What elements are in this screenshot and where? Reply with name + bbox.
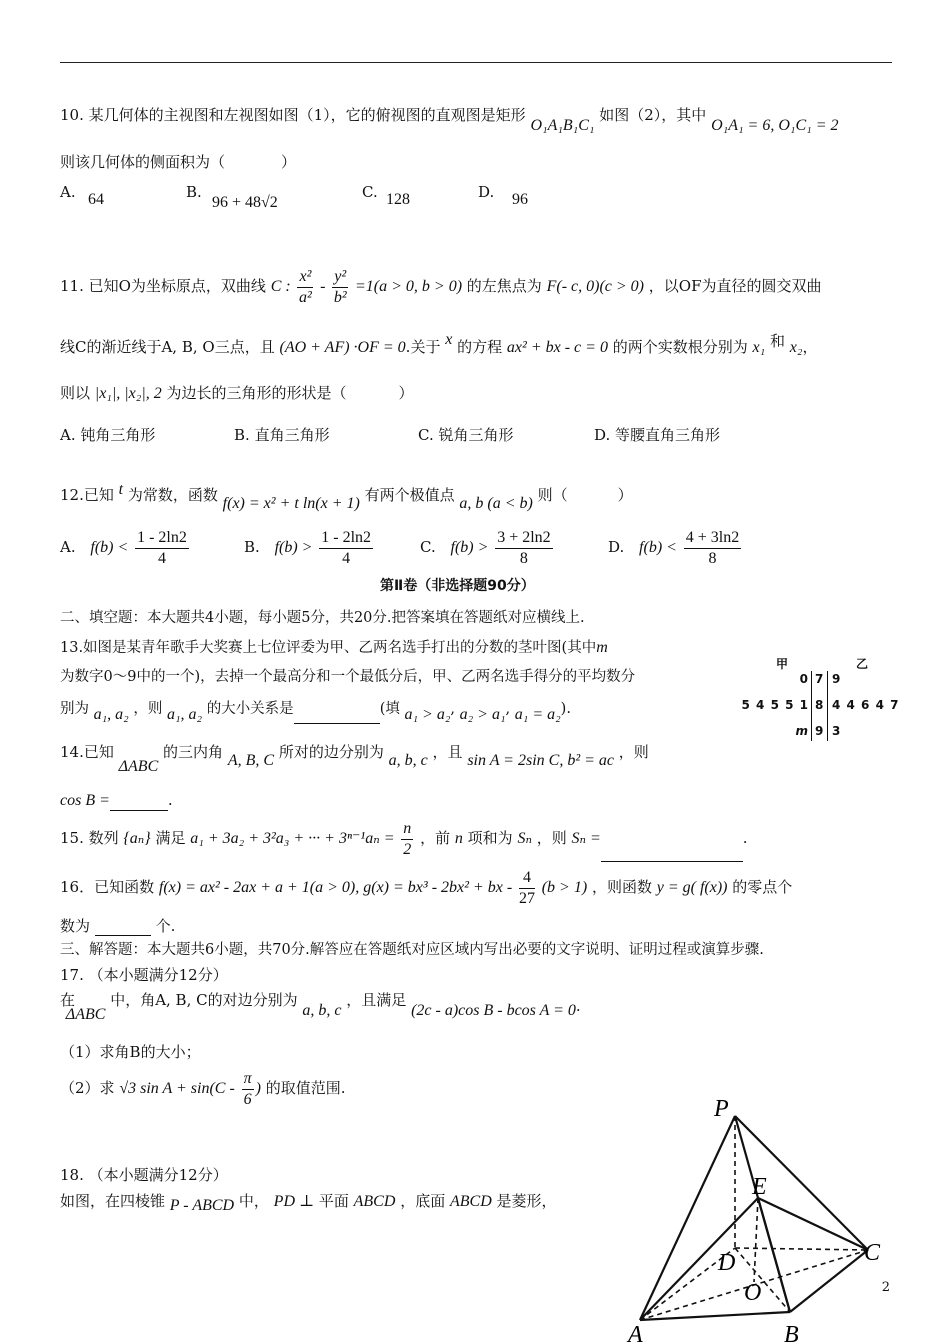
edge-EB xyxy=(758,1198,790,1312)
q12-option xyxy=(60,525,191,569)
q16-line2 xyxy=(60,916,175,936)
q15-text5: ，则 xyxy=(536,829,567,847)
q13-text3: 别为 xyxy=(60,701,89,717)
q12-option-lhs: f(b) < xyxy=(90,539,129,556)
q10-cond: O₁A₁ = 6, O₁C₁ = 2 xyxy=(711,117,839,134)
frac-num: 1 - 2ln2 xyxy=(319,528,373,549)
q16-text5: 个. xyxy=(155,917,176,935)
q17-text3: ，且满足 xyxy=(346,991,407,1009)
q13-choice1: a₁ > a₂ xyxy=(404,706,451,723)
q17-part2-text: （2）求 xyxy=(60,1079,115,1097)
q10-option-value: 96 xyxy=(512,191,528,208)
q14-text4: ，且 xyxy=(432,743,463,761)
q10-option-value: 128 xyxy=(386,191,410,208)
q12-option-lhs: f(b) < xyxy=(639,539,677,556)
q13-text3b: ，则 xyxy=(133,701,163,717)
stemleaf-stem: 7 xyxy=(815,672,824,686)
q11-option-value: 等腰直角三角形 xyxy=(615,426,721,444)
q11-line2 xyxy=(60,330,817,364)
page-number: 2 xyxy=(881,1280,890,1295)
q14-text2: 的三内角 xyxy=(163,743,224,761)
q11-sides: |x₁|, |x₂|, 2 xyxy=(94,385,162,402)
q13-choice3: a₁ = a₂ xyxy=(514,706,561,723)
q10-text2: 如图（2），其中 xyxy=(599,106,707,124)
frac-den: 4 xyxy=(342,549,351,567)
q18-text5: 是菱形， xyxy=(496,1192,557,1210)
q18-perp: PD ⊥ xyxy=(273,1193,315,1210)
q14-line2 xyxy=(60,790,173,811)
q14-text: 14.已知 xyxy=(60,743,114,761)
frac-den: 6 xyxy=(243,1090,252,1108)
q13-line3: 别为 a₁, a₂ ，则 a₁, a₂ 的大小关系是 (填 a₁ > a₂, a₂ > a₁, a₁ = a₂). xyxy=(60,701,571,723)
q11-comma: ， xyxy=(802,338,818,356)
frac-num: y² xyxy=(332,267,348,288)
q11-and: 和 xyxy=(769,332,785,350)
q10-line2 xyxy=(60,152,296,172)
label-C: C xyxy=(864,1240,881,1266)
q14-end: . xyxy=(167,791,173,809)
edge-EC xyxy=(758,1198,868,1250)
q12-option-frac xyxy=(135,528,189,569)
frac-den: 27 xyxy=(518,889,535,907)
q10-option-label: A. xyxy=(60,183,76,201)
q15-text: 15. 数列 xyxy=(60,829,119,847)
q15-sequence: {aₙ} xyxy=(123,830,151,847)
part2-title: 第Ⅱ卷（非选择题90分） xyxy=(380,578,535,594)
q10-question: 则该几何体的侧面积为（ xyxy=(60,153,226,171)
q11-text8: 则以 xyxy=(60,384,91,402)
label-O: O xyxy=(744,1280,762,1306)
frac-num: 3 + 2ln2 xyxy=(495,528,552,549)
frac-den: 2 xyxy=(403,840,412,858)
q11-option-label: D. xyxy=(594,426,611,444)
q17-title: 17. （本小题满分12分） xyxy=(60,966,228,984)
q16-text3: 的零点个 xyxy=(732,878,793,896)
q12-option-frac xyxy=(319,528,373,569)
q12-option xyxy=(420,525,555,569)
q12-line1 xyxy=(60,478,633,512)
frac-num: n xyxy=(401,819,413,840)
q10-text: 10. 某几何体的主视图和左视图如图（1），它的俯视图的直观图是矩形 xyxy=(60,106,526,124)
q13-line1 xyxy=(60,638,608,658)
q12-text2: 为常数，函数 xyxy=(127,486,218,504)
q14-text5: ，则 xyxy=(618,743,649,761)
q14-text3: 所对的边分别为 xyxy=(278,743,384,761)
q13-choice2: a₂ > a₁ xyxy=(459,706,506,723)
pyramid-figure xyxy=(620,1090,910,1344)
q18-title: 18. （本小题满分12分） xyxy=(60,1166,228,1184)
q15-frac xyxy=(401,819,413,860)
q10-option-label: C. xyxy=(362,183,378,201)
q14-sides: a, b, c xyxy=(388,752,428,769)
q12-option-label: A. xyxy=(60,538,76,556)
q15-expression: a₁ + 3a₂ + 3²a₃ + ··· + 3ⁿ⁻¹aₙ = xyxy=(190,830,395,847)
q17-part1: （1）求角B的大小； xyxy=(60,1043,201,1061)
q13-text3e: ). xyxy=(560,701,571,717)
q10-rect: O₁A₁B₁C₁ xyxy=(530,117,595,134)
q13-text3c: 的大小关系是 xyxy=(206,701,294,717)
q11-option-value: 直角三角形 xyxy=(254,426,330,444)
fill-header: 二、填空题：本大题共4小题，每小题5分，共20分.把答案填在答题纸对应横线上. xyxy=(60,610,585,626)
q11-text4: 线C的渐近线于A, B, O三点，且 xyxy=(60,338,275,356)
frac-num: x² xyxy=(297,267,313,288)
q17-frac xyxy=(242,1069,254,1110)
q11-x2: x₂ xyxy=(789,339,803,356)
q18-text3: 平面 xyxy=(318,1192,349,1210)
q15-text2: 满足 xyxy=(155,829,186,847)
q12-option-label: C. xyxy=(420,538,436,556)
q16-tail: (b > 1) xyxy=(541,879,588,896)
q13-text3d: (填 xyxy=(379,701,400,717)
q13-a12: a₁, a₂ xyxy=(93,706,129,723)
q16-text2: ，则函数 xyxy=(591,878,652,896)
label-E: E xyxy=(752,1174,767,1200)
q12-option-frac xyxy=(684,528,741,569)
frac-den: b² xyxy=(333,288,347,306)
q16-functions: f(x) = ax² - 2ax + a + 1(a > 0), g(x) = bx³ - 2bx² + bx - xyxy=(158,879,513,896)
q11-curve: C : xyxy=(270,278,291,295)
q11-option-value: 钝角三角形 xyxy=(80,426,156,444)
q17-line1 xyxy=(60,988,581,1024)
q14-answer-label: cos B = xyxy=(60,792,110,809)
q16-blank[interactable] xyxy=(95,935,151,936)
stemleaf-stem: 8 xyxy=(815,698,824,712)
stemleaf-left-header: 甲 xyxy=(776,657,789,671)
q11-x: x xyxy=(445,331,453,348)
q11-frac-y xyxy=(332,267,348,308)
q11-text3: ，以OF为直径的圆交双曲 xyxy=(648,277,822,295)
stemleaf-right: 9 xyxy=(832,672,841,686)
label-B: B xyxy=(784,1322,799,1344)
q12-ab: a, b (a < b) xyxy=(459,495,533,512)
q12-text4: 则（ xyxy=(537,486,568,504)
q15-end: . xyxy=(742,829,748,847)
edge-BC xyxy=(790,1250,868,1312)
q11-text: 11. 已知O为坐标原点，双曲线 xyxy=(60,277,266,295)
stemleaf-right-header: 乙 xyxy=(856,657,869,671)
edge-AE xyxy=(640,1198,758,1320)
q15-n: n xyxy=(454,830,463,847)
q12-text3: 有两个极值点 xyxy=(364,486,455,504)
q18-text4: ，底面 xyxy=(400,1192,446,1210)
stemleaf-left: m xyxy=(795,724,808,738)
stemleaf-line-left xyxy=(811,671,812,741)
q10-option-label: B. xyxy=(186,183,202,201)
q11-frac-x xyxy=(297,267,313,308)
q15-text3: ，前 xyxy=(420,829,451,847)
q11-vector: (AO + AF) ·OF = 0 xyxy=(279,339,406,356)
label-P: P xyxy=(714,1096,729,1122)
q16-frac xyxy=(519,868,535,909)
stemleaf-right: 4 4 6 4 7 xyxy=(832,698,899,712)
header-rule xyxy=(60,62,892,63)
q13-text: 13.如图是某青年歌手大奖赛上七位评委为甲、乙两名选手打出的分数的茎叶图(其中 xyxy=(60,640,597,656)
q17-end: . xyxy=(575,997,581,1015)
label-A: A xyxy=(628,1322,643,1344)
frac-num: 1 - 2ln2 xyxy=(135,528,189,549)
q17-part2-expr: √3 sin A + sin(C - xyxy=(119,1080,235,1097)
q16-text: 16．已知函数 xyxy=(60,878,155,896)
q10-line1 xyxy=(60,105,839,134)
q12-option-frac xyxy=(495,528,552,569)
q17-part2-end: 的取值范围. xyxy=(265,1079,346,1097)
edge-AB xyxy=(640,1312,790,1320)
frac-num: 4 xyxy=(519,868,535,889)
q11-paren: ） xyxy=(398,384,414,402)
q11-text5: .关于 xyxy=(405,338,441,356)
frac-den: a² xyxy=(299,288,312,306)
q18-pyramid: P - ABCD xyxy=(169,1197,235,1214)
q11-focus: F(- c, 0)(c > 0) xyxy=(546,278,645,295)
edge-DC xyxy=(735,1248,868,1250)
stemleaf-line-right xyxy=(827,671,828,741)
q11-option-label: A. xyxy=(60,426,76,444)
q11-x1: x₁ xyxy=(752,339,766,356)
q15-blank[interactable] xyxy=(601,861,743,862)
q17-sides: a, b, c xyxy=(302,1002,342,1019)
stemleaf-stem: 9 xyxy=(815,724,824,738)
q14-angles: A, B, C xyxy=(227,752,275,769)
q10-paren: ） xyxy=(281,153,297,171)
q11-option-value: 锐角三角形 xyxy=(438,426,514,444)
q15-sn: Sₙ xyxy=(517,830,532,847)
q11-option-label: C. xyxy=(418,426,434,444)
q11-line3 xyxy=(60,378,414,408)
q14-blank[interactable] xyxy=(110,810,168,811)
q10-option-value: 64 xyxy=(88,191,104,208)
q17-equation: (2c - a)cos B - bcos A = 0 xyxy=(411,1002,576,1019)
q10-option-label: D. xyxy=(478,183,495,201)
q12-function: f(x) = x² + t ln(x + 1) xyxy=(222,495,360,512)
q18-text2: 中， xyxy=(238,1192,269,1210)
q11-text6: 的方程 xyxy=(457,338,503,356)
q12-option xyxy=(608,525,743,569)
q17-text: 在 xyxy=(60,991,76,1009)
q16-text4: 数为 xyxy=(60,917,91,935)
q13-line2: 为数字0～9中的一个)，去掉一个最高分和一个最低分后，甲、乙两名选手得分的平均数分 xyxy=(60,669,636,685)
q17-text2: 中，角A, B, C的对边分别为 xyxy=(110,991,298,1009)
frac-num: π xyxy=(242,1069,254,1090)
frac-den: 4 xyxy=(157,549,166,567)
q13-a12-again: a₁, a₂ xyxy=(166,706,203,723)
q12-option-label: D. xyxy=(608,538,625,556)
label-D: D xyxy=(718,1250,736,1276)
q15-line xyxy=(60,815,748,861)
solve-header: 三、解答题：本大题共6小题，共70分.解答应在答题纸对应区域内写出必要的文字说明、证明过程或演算步骤. xyxy=(60,942,764,958)
q18-plane: ABCD xyxy=(353,1193,396,1210)
q11-text2: 的左焦点为 xyxy=(466,277,542,295)
q14-line1 xyxy=(60,740,649,780)
q16-line1 xyxy=(60,864,792,910)
q12-option-lhs: f(b) > xyxy=(274,539,313,556)
q14-condition: sin A = 2sin C, b² = ac xyxy=(467,752,615,769)
q12-option-label: B. xyxy=(244,538,260,556)
q18-base: ABCD xyxy=(449,1193,492,1210)
q11-quad: ax² + bx - c = 0 xyxy=(506,339,608,356)
q12-text: 12.已知 xyxy=(60,486,114,504)
q18-text: 如图，在四棱锥 xyxy=(60,1192,166,1210)
stemleaf-left: 5 4 5 5 1 xyxy=(741,698,808,712)
q15-text4: 项和为 xyxy=(467,829,513,847)
q15-sn-eq: Sₙ = xyxy=(571,830,601,847)
q10-option-value: 96 + 48√2 xyxy=(212,194,278,211)
q11-line1: 11. 已知O为坐标原点，双曲线 C : $\frac{\text{x²}}{\text{a²}}$ - $\frac{\text{y²}}{\text{b²}}$ =1(a > 0, b > 0) 的左焦点为 F(- c, 0)(c > 0) ，以OF为直径的圆交双曲 xyxy=(60,267,822,306)
q11-option-label: B. xyxy=(234,426,250,444)
q12-option xyxy=(244,525,375,569)
frac-den: 8 xyxy=(519,549,528,567)
q11-text7: 的两个实数根分别为 xyxy=(612,338,748,356)
q17-part2 xyxy=(60,1066,345,1110)
frac-den: 8 xyxy=(708,549,717,567)
q12-option-lhs: f(b) > xyxy=(450,539,489,556)
q17-triangle: ΔABC xyxy=(65,1006,106,1023)
stemleaf-right: 3 xyxy=(832,724,841,738)
q13-m: m xyxy=(596,639,608,656)
q12-t: t xyxy=(118,481,124,498)
q11-text9: 为边长的三角形的形状是（ xyxy=(166,384,347,402)
edge-PA xyxy=(640,1116,735,1320)
stemleaf-left: 0 xyxy=(799,672,808,686)
q17-close-paren: ) xyxy=(255,1080,261,1097)
q18-line1 xyxy=(60,1186,557,1216)
q16-composite: y = g( f(x)) xyxy=(656,879,728,896)
q14-triangle: ΔABC xyxy=(118,758,159,775)
q12-paren: ） xyxy=(617,486,633,504)
q13-blank[interactable] xyxy=(294,723,380,724)
q11-eq-tail: =1(a > 0, b > 0) xyxy=(354,278,463,295)
frac-num: 4 + 3ln2 xyxy=(684,528,741,549)
edge-EO xyxy=(754,1198,758,1282)
